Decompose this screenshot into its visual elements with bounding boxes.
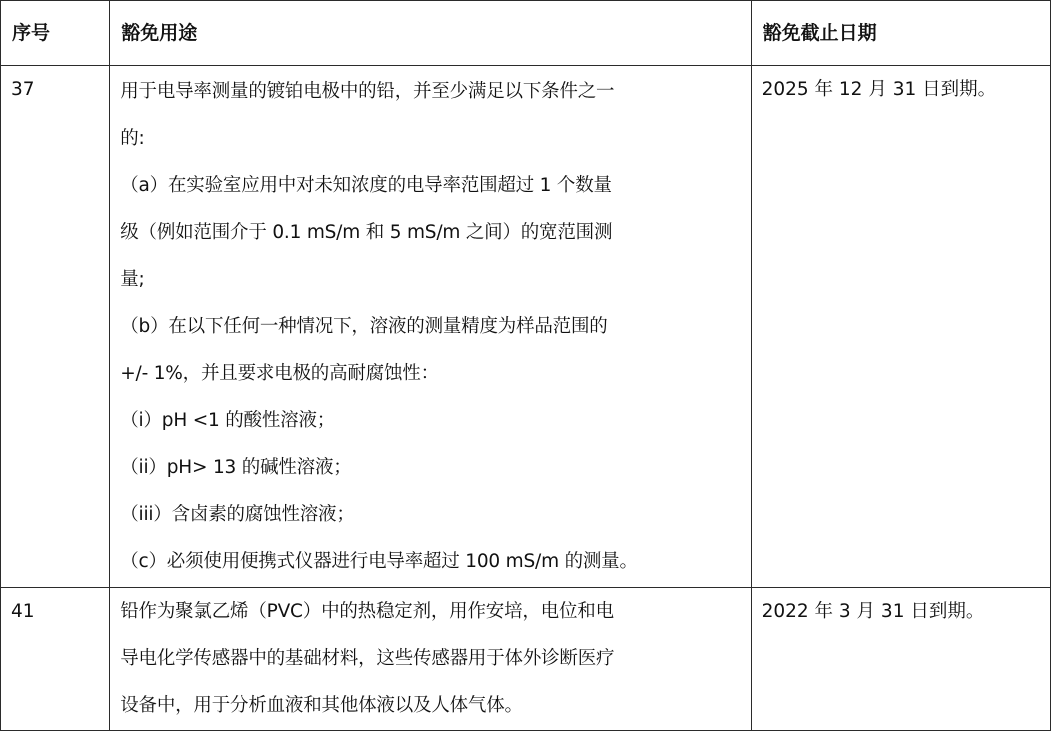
header-exemption-deadline: 豁免截止日期 bbox=[751, 1, 1050, 66]
row-number: 41 bbox=[1, 588, 110, 731]
header-number: 序号 bbox=[1, 1, 110, 66]
exemption-use-cell bbox=[110, 66, 751, 588]
use-text-line: 量; bbox=[120, 269, 145, 290]
use-text-line: （b）在以下任何一种情况下，溶液的测量精度为样品范围的 bbox=[120, 316, 608, 337]
deadline-cell: 2025 年 12 月 31 日到期。 bbox=[751, 66, 1050, 588]
use-text-line: （iii）含卤素的腐蚀性溶液； bbox=[120, 504, 355, 525]
use-text-line: （c）必须使用便携式仪器进行电导率超过 100 mS/m 的测量。 bbox=[120, 551, 638, 572]
use-text-line: +/- 1%，并且要求电极的高耐腐蚀性： bbox=[120, 363, 439, 384]
table-row bbox=[1, 66, 1051, 588]
table-row bbox=[1, 588, 1051, 731]
row-number: 37 bbox=[1, 66, 110, 588]
use-text-line: 级（例如范围介于 0.1 mS/m 和 5 mS/m 之间）的宽范围测 bbox=[120, 222, 613, 243]
exemption-use-cell bbox=[110, 588, 751, 731]
header-row bbox=[1, 1, 1051, 66]
header-exemption-use: 豁免用途 bbox=[110, 1, 751, 66]
use-text-line: 导电化学传感器中的基础材料，这些传感器用于体外诊断医疗 bbox=[120, 648, 615, 669]
use-text-line: （ii）pH> 13 的碱性溶液； bbox=[120, 457, 352, 478]
use-text-line: 的: bbox=[120, 128, 145, 149]
use-text-line: （i）pH <1 的酸性溶液； bbox=[120, 410, 336, 431]
use-text-line: （a）在实验室应用中对未知浓度的电导率范围超过 1 个数量 bbox=[120, 175, 612, 196]
use-text-line: 铅作为聚氯乙烯（PVC）中的热稳定剂，用作安培，电位和电 bbox=[120, 601, 614, 622]
use-text-line: 用于电导率测量的镀铂电极中的铅，并至少满足以下条件之一 bbox=[120, 81, 615, 102]
deadline-cell: 2022 年 3 月 31 日到期。 bbox=[751, 588, 1050, 731]
use-text-line: 设备中，用于分析血液和其他体液以及人体气体。 bbox=[120, 695, 523, 716]
